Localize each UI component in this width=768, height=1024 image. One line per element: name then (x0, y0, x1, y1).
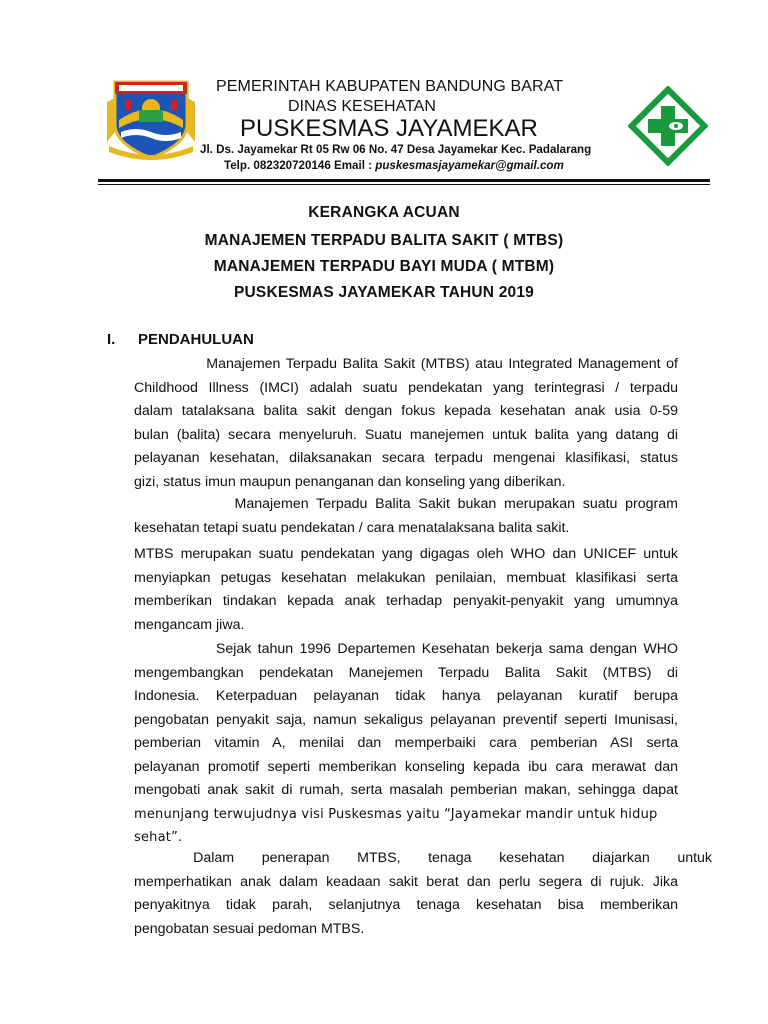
paragraph-line: pemberian vitamin A, menilai dan memperbaiki cara pemberian ASI serta (134, 735, 678, 751)
letterhead-phone: Telp. 082320720146 Email : (224, 159, 376, 172)
paragraph-line: menyiapkan petugas kesehatan melakukan penilaian, membuat klasifikasi serta (134, 569, 678, 586)
paragraph-line: pelayanan promotif seperti memberikan konseling kepada ibu cara merawat dan (134, 758, 678, 775)
paragraph-line: gizi, status imun maupun penanganan dan konseling yang diberikan. (134, 473, 566, 490)
letterhead-divider-thin (98, 184, 710, 185)
puskesmas-cross-logo-icon (628, 86, 708, 166)
paragraph-line: mengobati anak sakit di rumah, serta masalah pemberian makan, sehingga dapat (134, 782, 678, 798)
paragraph-4 (134, 638, 678, 850)
paragraph-line: pengobatan sesuai pedoman MTBS. (134, 920, 365, 937)
paragraph-1 (134, 353, 678, 494)
paragraph-line: Childhood Illness (IMCI) adalah suatu pendekatan yang terintegrasi / terpadu (134, 379, 678, 396)
section-number: I. (107, 331, 116, 348)
paragraph-line: memperhatikan anak dalam keadaan sakit berat dan perlu segera di rujuk. Jika (134, 873, 678, 890)
document-title-line-1: KERANGKA ACUAN (308, 204, 460, 221)
section-heading: PENDAHULUAN (138, 331, 254, 348)
paragraph-line: Manajemen Terpadu Balita Sakit (MTBS) atau Integrated Management of (134, 356, 678, 372)
letterhead-address: Jl. Ds. Jayamekar Rt 05 Rw 06 No. 47 Desa Jayamekar Kec. Padalarang (200, 143, 592, 156)
paragraph-line: pelayanan kesehatan, dilaksanakan secara terpadu mengenai klasifikasi, status (134, 450, 678, 466)
paragraph-line: Manajemen Terpadu Balita Sakit bukan merupakan suatu program (134, 496, 678, 512)
paragraph-line: pengobatan penyakit saja, namun sekaligus pelayanan preventif seperti Imunisasi, (134, 711, 678, 728)
paragraph-line: MTBS merupakan suatu pendekatan yang digagas oleh WHO dan UNICEF untuk (134, 546, 678, 562)
letterhead-puskesmas-name: PUSKESMAS JAYAMEKAR (240, 115, 538, 142)
paragraph-line: penyakitnya tidak parah, selanjutnya tenaga kesehatan bisa memberikan (134, 897, 678, 913)
document-title-line-3: MANAJEMEN TERPADU BAYI MUDA ( MTBM) (213, 258, 555, 275)
paragraph-line: memberikan tindakan kepada anak terhadap penyakit-penyakit yang umumnya (134, 593, 678, 609)
document-title-line-2: MANAJEMEN TERPADU BALITA SAKIT ( MTBS) (204, 232, 564, 249)
paragraph-line: dalam tatalaksana balita sakit dengan fokus kepada kesehatan anak usia 0-59 (134, 403, 678, 419)
paragraph-3 (134, 543, 678, 637)
paragraph-line: kesehatan tetapi suatu pendekatan / cara menatalaksana balita sakit. (134, 519, 570, 536)
paragraph-line: sehat”. (134, 830, 183, 845)
paragraph-line: mengancam jiwa. (134, 616, 245, 633)
kabupaten-emblem-icon (101, 72, 201, 164)
paragraph-line: Dalam penerapan MTBS, tenaga kesehatan diajarkan untuk (134, 850, 713, 866)
document-title-line-4: PUSKESMAS JAYAMEKAR TAHUN 2019 (233, 284, 534, 301)
letterhead-email: puskesmasjayamekar@gmail.com (375, 159, 564, 172)
letterhead-divider-thick (98, 179, 710, 182)
paragraph-2 (134, 493, 678, 540)
paragraph-line: menunjang terwujudnya visi Puskesmas yaitu “Jayamekar mandir untuk hidup (134, 806, 658, 822)
paragraph-line: bulan (balita) secara menyeluruh. Suatu manejemen untuk balita yang datang di (134, 426, 678, 443)
letterhead-contact (224, 159, 564, 172)
letterhead-government-name: PEMERINTAH KABUPATEN BANDUNG BARAT (216, 78, 564, 95)
paragraph-line: Indonesia. Keterpaduan pelayanan tidak hanya pelayanan kuratif berupa (134, 688, 678, 704)
paragraph-line: mengembangkan pendekatan Manejemen Terpadu Balita Sakit (MTBS) di (134, 664, 678, 681)
paragraph-line: Sejak tahun 1996 Departemen Kesehatan bekerja sama dengan WHO (134, 641, 678, 657)
paragraph-5 (134, 847, 713, 941)
letterhead-department-name: DINAS KESEHATAN (288, 98, 436, 115)
